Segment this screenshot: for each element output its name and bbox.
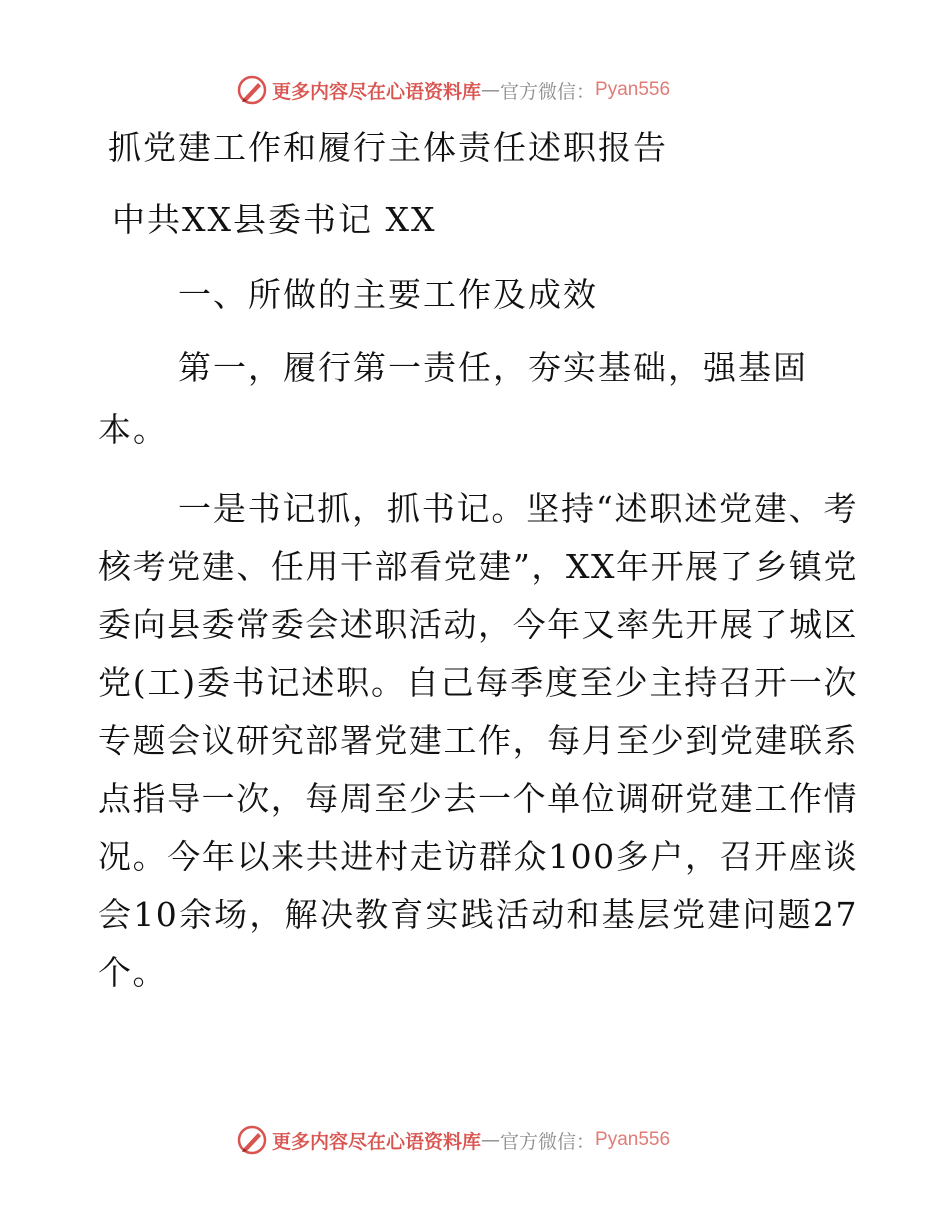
watermark-footer [236, 1123, 670, 1157]
watermark-brand-text: 更多内容尽在心语资料库 [272, 1130, 482, 1153]
watermark-wechat-label: 官方微信： [500, 1130, 596, 1153]
pen-logo-icon [236, 1124, 268, 1156]
body-paragraph: 一是书记抓，抓书记。坚持“述职述党建、考核考党建、任用干部看党建”，XX年开展了乡镇党委向县委常委会述职活动，今年又率先开展了城区党(工)委书记述职。自己每季度至少主持召开一次专题会议研究部署党建工作，每月至少到党建联系点指导一次，每周至少去一个单位调研党建工作情况。今年以来共进村走访群众100多户，召开座谈会10余场，解决教育实践活动和基层党建问题27个。 [98, 489, 858, 992]
watermark-brand-text: 更多内容尽在心语资料库 [272, 80, 482, 103]
pen-logo-icon [236, 74, 268, 106]
section-heading: 一、所做的主要工作及成效 [178, 275, 598, 314]
watermark-header [236, 73, 670, 107]
watermark-separator: — [481, 79, 501, 101]
watermark-wechat-id: Pyan556 [595, 1129, 671, 1150]
document-title: 抓党建工作和履行主体责任述职报告 [108, 128, 668, 167]
watermark-separator: — [481, 1129, 501, 1151]
point-one-line-1: 第一，履行第一责任，夯实基础，强基固 [178, 348, 808, 387]
watermark-wechat-label: 官方微信： [500, 80, 596, 103]
document-author: 中共XX县委书记 XX [112, 200, 437, 239]
point-one-line-2: 本。 [98, 410, 168, 449]
watermark-wechat-id: Pyan556 [595, 79, 671, 100]
